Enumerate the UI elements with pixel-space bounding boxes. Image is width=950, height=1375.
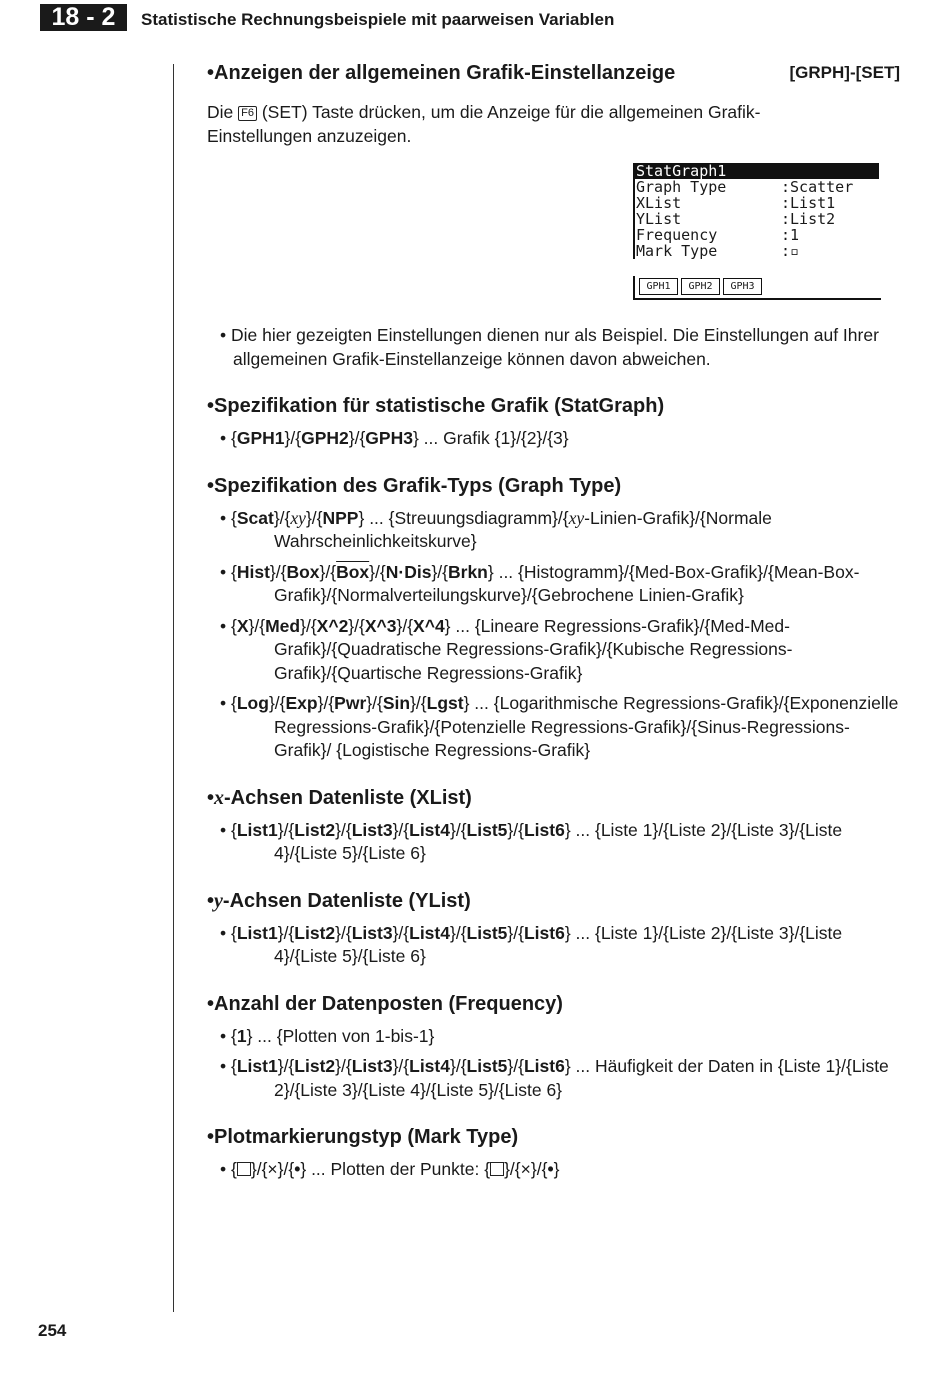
screen-row-label: Mark Type — [636, 242, 718, 260]
option-item — [207, 561, 900, 608]
screen-row-label: YList — [636, 210, 682, 228]
text: }/{ — [348, 428, 366, 448]
dot-mark-icon: • — [547, 1159, 554, 1179]
option-description: } ... {Liste 1}/{Liste 2}/{Liste 3}/{Liste 4}/{Liste 5}/{Liste 6} — [274, 819, 843, 863]
text: { — [231, 1025, 237, 1046]
section-heading: •Anzeigen der allgemeinen Grafik-Einstellanzeige [GRPH]-[SET] — [207, 62, 900, 84]
option-key: List2 — [294, 922, 336, 943]
heading-text: Spezifikation des Grafik-Typs (Graph Type) — [214, 474, 622, 497]
variable-x: x — [214, 786, 225, 809]
text: } — [553, 1159, 560, 1179]
option-key: GPH3 — [365, 428, 413, 448]
text: }/{ — [396, 615, 414, 636]
text: }/{ — [392, 819, 410, 840]
option-key: X^3 — [364, 615, 397, 636]
option-item — [207, 922, 900, 969]
screen-row-label: Graph Type — [636, 178, 727, 196]
text: }/{ — [410, 693, 427, 713]
heading-text: -Achsen Datenliste (YList) — [222, 889, 471, 912]
option-list — [207, 922, 900, 969]
section-heading: •Plotmarkierungstyp (Mark Type) — [207, 1126, 519, 1148]
option-item — [207, 819, 900, 866]
option-description: } ... Plotten der Punkte: { — [300, 1159, 491, 1179]
option-item — [207, 427, 900, 451]
text: }/{ — [431, 561, 448, 582]
text: }/{ — [335, 922, 352, 943]
heading-text: -Achsen Datenliste (XList) — [224, 786, 472, 809]
option-key: Pwr — [334, 693, 367, 713]
section-ylist — [207, 888, 900, 969]
heading-text: Anzahl der Datenposten (Frequency) — [214, 992, 563, 1015]
text: }/{ — [335, 819, 352, 840]
text: }/{ — [284, 428, 302, 448]
option-key: List4 — [409, 819, 450, 840]
option-key: Scat — [236, 507, 274, 528]
option-description: -Linien-Grafik}/{Normale Wahrscheinlichkeitskurve} — [274, 507, 772, 551]
text: }/{ — [248, 615, 266, 636]
text: }/{ — [317, 693, 335, 713]
option-key: List5 — [466, 819, 508, 840]
heading-text: Plotmarkierungstyp (Mark Type) — [214, 1126, 519, 1148]
option-key: List3 — [351, 819, 393, 840]
text: }/{ — [277, 819, 295, 840]
text: }/{ — [335, 1056, 352, 1076]
section-frequency — [207, 991, 900, 1103]
section-mark-type — [207, 1124, 900, 1182]
section-heading: •y-Achsen Datenliste (YList) — [207, 889, 471, 912]
intro-text: (SET) Taste drücken, um die Anzeige für die allgemeinen Grafik-Einstellungen anzuzeigen. — [207, 102, 761, 146]
option-key: Brkn — [448, 561, 488, 582]
section-xlist — [207, 785, 900, 866]
option-key: List2 — [294, 819, 336, 840]
option-description: } ... Häufigkeit der Daten in {Liste 1}/{Liste 2}/{Liste 3}/{Liste 4}/{Liste 5}/{Liste 6} — [274, 1056, 889, 1100]
text: }/{ — [449, 1056, 467, 1076]
option-item — [207, 692, 900, 763]
square-mark-icon — [237, 1162, 251, 1176]
section-heading: •x-Achsen Datenliste (XList) — [207, 786, 472, 809]
option-key: Hist — [236, 561, 270, 582]
text: { — [231, 819, 237, 840]
option-key: List6 — [523, 922, 565, 943]
text: }/{ — [300, 615, 317, 636]
option-key: Log — [236, 693, 269, 713]
key-path: [GRPH]-[SET] — [789, 63, 900, 82]
option-list — [207, 1025, 900, 1103]
option-key: List5 — [466, 922, 508, 943]
option-key: GPH1 — [236, 428, 285, 448]
option-key: X^2 — [316, 615, 349, 636]
heading-text: Anzeigen der allgemeinen Grafik-Einstellanzeige — [214, 62, 676, 84]
screen-row-value: :1 — [781, 226, 800, 244]
screen-row-value: :Scatter — [781, 178, 854, 196]
option-key: X — [236, 615, 249, 636]
note-item: • Die hier gezeigten Einstellungen dienen nur als Beispiel. Die Einstellungen auf Ihrer allgemeinen Grafik-Einstellanzeige können davon abweichen. — [207, 324, 900, 371]
option-key: NPP — [322, 507, 359, 528]
option-key: GPH2 — [301, 428, 349, 448]
option-item — [207, 1055, 900, 1102]
dot-mark-icon: • — [294, 1159, 301, 1179]
margin-rule — [173, 64, 174, 1312]
text: }/{ — [348, 615, 365, 636]
option-key: List4 — [409, 922, 450, 943]
intro-paragraph — [207, 100, 847, 148]
option-key: Box — [286, 561, 320, 582]
option-description: } ... {Histogramm}/{Med-Box-Grafik}/{Mean-Box-Grafik}/{Normalverteilungskurve}/{Gebrochene Linien-Grafik} — [274, 561, 860, 605]
text: }/{ — [366, 693, 383, 713]
section-heading: •Spezifikation für statistische Grafik (StatGraph) — [207, 395, 665, 417]
option-key: List3 — [351, 922, 393, 943]
section-number: 18 - 2 — [40, 4, 127, 31]
option-key: Med — [265, 615, 301, 636]
text: }/{ — [250, 1159, 268, 1179]
option-key: List1 — [236, 1056, 278, 1076]
screen-row-value: :▫ — [781, 242, 800, 260]
intro-text: Die — [207, 102, 239, 122]
option-description: } ... {Liste 1}/{Liste 2}/{Liste 3}/{Liste 4}/{Liste 5}/{Liste 6} — [274, 922, 843, 966]
text: }/{ — [305, 507, 323, 528]
text: }/{ — [507, 922, 524, 943]
text: { — [231, 507, 237, 528]
option-item — [207, 615, 900, 686]
option-key-mean-box: $\overline{Box}$ — [336, 561, 370, 582]
text: }/{ — [277, 1056, 295, 1076]
option-key: N·Dis — [385, 561, 432, 582]
text: { — [231, 428, 237, 448]
text: { — [231, 1056, 237, 1076]
option-description: } ... Grafik {1}/{2}/{3} — [412, 428, 569, 448]
function-key-gph3[interactable]: GPH3 — [723, 278, 762, 295]
text: { — [231, 1159, 237, 1179]
text: }/{ — [269, 561, 287, 582]
screen-row-value: :List1 — [781, 194, 836, 212]
option-key: List3 — [351, 1056, 393, 1076]
option-list — [207, 819, 900, 866]
main-content — [207, 60, 900, 1189]
text: }/{ — [277, 922, 295, 943]
option-key: List6 — [523, 819, 565, 840]
text: }/{ — [392, 922, 410, 943]
text: }/{ — [319, 561, 337, 582]
option-key: Sin — [382, 693, 411, 713]
screen-row-label: Frequency — [636, 226, 718, 244]
variable-xy: xy — [568, 507, 585, 528]
cross-mark-icon: × — [267, 1159, 278, 1179]
option-item — [207, 1025, 900, 1049]
option-description: } ... {Plotten von 1-bis-1} — [246, 1025, 435, 1046]
option-key: List1 — [236, 819, 278, 840]
option-key: List5 — [466, 1056, 508, 1076]
function-key-gph2[interactable]: GPH2 — [681, 278, 720, 295]
section-heading: •Spezifikation des Grafik-Typs (Graph Type) — [207, 474, 622, 497]
text: { — [231, 922, 237, 943]
text: { — [231, 615, 237, 636]
text: }/{ — [369, 561, 386, 582]
heading-text: Spezifikation für statistische Grafik (StatGraph) — [214, 395, 665, 417]
option-list — [207, 1158, 900, 1182]
section-graph-type — [207, 473, 900, 763]
text: }/{ — [449, 819, 467, 840]
option-list — [207, 427, 900, 451]
page-number: 254 — [38, 1321, 67, 1340]
option-key: List2 — [294, 1056, 336, 1076]
section-heading: •Anzahl der Datenposten (Frequency) — [207, 992, 563, 1015]
option-description: } ... {Lineare Regressions-Grafik}/{Med-Med-Grafik}/{Quadratische Regressions-Grafik}/{Kubische Regressions-Grafik}/{Quartische Regressions-Grafik} — [274, 615, 793, 683]
text: }/{ — [530, 1159, 548, 1179]
page-header-title: Statistische Rechnungsbeispiele mit paarweisen Variablen — [141, 10, 615, 29]
text: }/{ — [268, 693, 286, 713]
option-key: List4 — [409, 1056, 450, 1076]
text: }/{ — [449, 922, 467, 943]
option-item — [207, 1158, 900, 1182]
section-statgraph — [207, 393, 900, 451]
text: }/{ — [277, 1159, 295, 1179]
option-key: 1 — [236, 1025, 247, 1046]
text: }/{ — [392, 1056, 410, 1076]
note-list — [207, 324, 900, 371]
option-description: } ... {Streuungsdiagramm}/{ — [358, 507, 569, 528]
option-key-xy: xy — [290, 507, 306, 528]
variable-y: y — [214, 889, 223, 912]
option-list — [207, 507, 900, 763]
f6-key-icon: F6 — [238, 106, 257, 121]
cross-mark-icon: × — [520, 1159, 531, 1179]
square-mark-icon — [490, 1162, 504, 1176]
option-item — [207, 507, 900, 554]
text: { — [231, 561, 237, 582]
text: }/{ — [507, 1056, 524, 1076]
function-key-gph1[interactable]: GPH1 — [639, 278, 678, 295]
text: { — [231, 693, 237, 713]
text: }/{ — [507, 819, 524, 840]
screen-row-label: XList — [636, 194, 682, 212]
option-key: List6 — [523, 1056, 565, 1076]
option-key: X^4 — [413, 615, 445, 636]
option-key: List1 — [236, 922, 278, 943]
screen-row-value: :List2 — [781, 210, 836, 228]
option-description: } ... {Logarithmische Regressions-Grafik}/{Exponenzielle Regressions-Grafik}/{Potenzielle Regressions-Grafik}/{Sinus-Regressions-Grafik}/ {Logistische Regressions-Grafik} — [274, 693, 899, 760]
screen-title: StatGraph1 — [633, 163, 879, 179]
option-key: Exp — [285, 693, 318, 713]
option-key: Lgst — [426, 693, 464, 713]
text: }/{ — [504, 1159, 521, 1179]
text: }/{ — [273, 507, 291, 528]
